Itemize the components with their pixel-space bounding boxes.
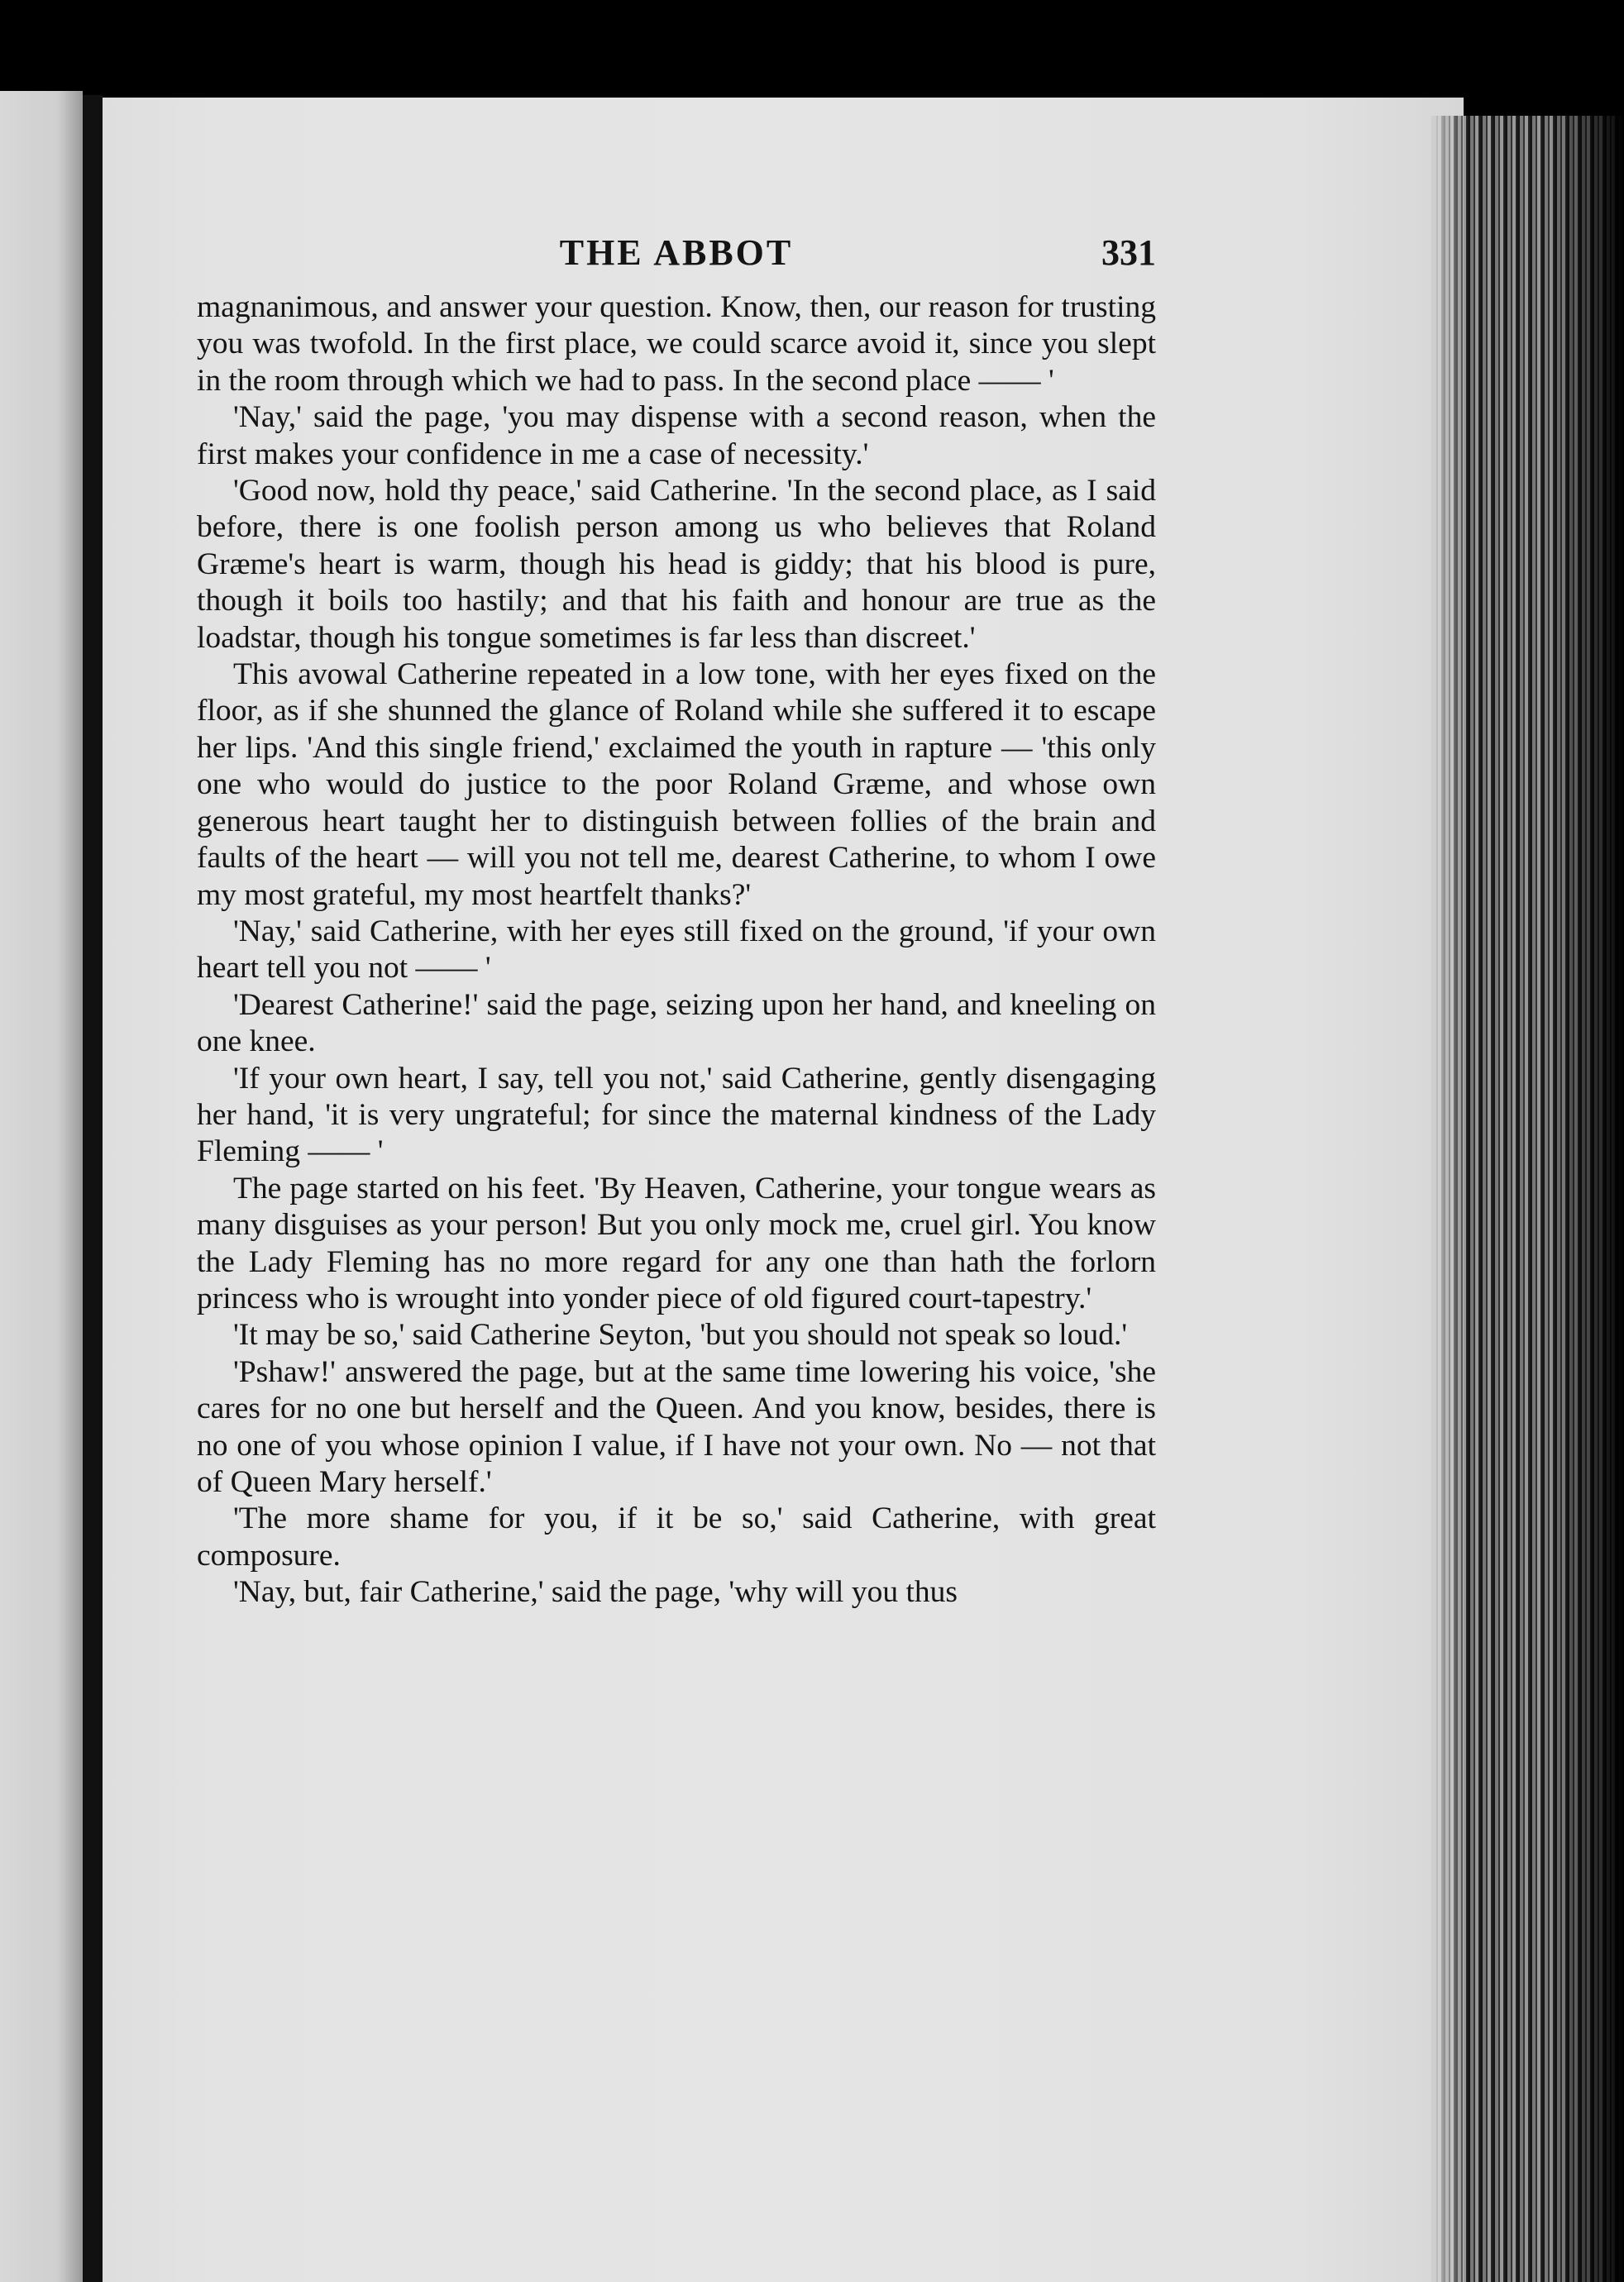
running-head bbox=[197, 232, 1156, 283]
paragraph: 'Good now, hold thy peace,' said Catherine. 'In the second place, as I said before, there is one foolish person among us who believes that Roland Græme's heart is warm, though his head is giddy; that his blood is pure, though it boils too hastily; and that his faith and honour are true as the loadstar, though his tongue sometimes is far less than discreet.' bbox=[197, 474, 1156, 655]
paragraph: The page started on his feet. 'By Heaven, Catherine, your tongue wears as many disguises as your person! But you only mock me, cruel girl. You know the Lady Fleming has no more regard for any one than hath the forlorn princess who is wrought into yonder piece of old figured court-tapestry.' bbox=[197, 1171, 1156, 1315]
running-title: THE ABBOT bbox=[559, 232, 794, 273]
paragraph: 'It may be so,' said Catherine Seyton, 'but you should not speak so loud.' bbox=[233, 1318, 1128, 1353]
paragraph: This avowal Catherine repeated in a low tone, with her eyes fixed on the floor, as if she shunned the glance of Roland while she suffered it to escape her lips. 'And this single friend,' exclaimed the youth in rapture — 'this only one who would do justice to the poor Roland Græme, and whose own generous heart taught her to distinguish between follies of the brain and faults of the heart — will you not tell me, dearest Catherine, to whom I owe my most grateful, my most heartfelt thanks?' bbox=[197, 657, 1156, 912]
paragraph: 'Pshaw!' answered the page, but at the same time lowering his voice, 'she cares for no one but herself and the Queen. And you know, besides, there is no one of you whose opinion I value, if I have not your own. No — not that of Queen Mary herself.' bbox=[197, 1354, 1156, 1499]
paragraph: 'Nay, but, fair Catherine,' said the page, 'why will you thus bbox=[233, 1575, 958, 1610]
spine-shadow bbox=[83, 95, 103, 2282]
paragraph: magnanimous, and answer your question. Know, then, our reason for trusting you was twofold. In the first place, we could scarce avoid it, since you slept in the room through which we had to pass. In the second place —— ' bbox=[197, 290, 1156, 398]
page-text-block bbox=[197, 232, 1156, 1611]
paragraph: 'If your own heart, I say, tell you not,' said Catherine, gently disengaging her hand, 'it is very ungrateful; for since the maternal kindness of the Lady Fleming —— ' bbox=[197, 1061, 1156, 1169]
facing-page-edge bbox=[0, 91, 83, 2282]
paragraph: 'The more shame for you, if it be so,' said Catherine, with great composure. bbox=[197, 1501, 1156, 1573]
paragraph: 'Nay,' said Catherine, with her eyes still fixed on the ground, 'if your own heart tell you not —— ' bbox=[197, 914, 1156, 986]
paragraph: 'Dearest Catherine!' said the page, seizing upon her hand, and kneeling on one knee. bbox=[197, 987, 1156, 1059]
page-edge-fade bbox=[1431, 116, 1464, 2282]
paragraph: 'Nay,' said the page, 'you may dispense with a second reason, when the first makes your confidence in me a case of necessity.' bbox=[197, 400, 1156, 471]
page-number: 331 bbox=[1101, 232, 1156, 273]
